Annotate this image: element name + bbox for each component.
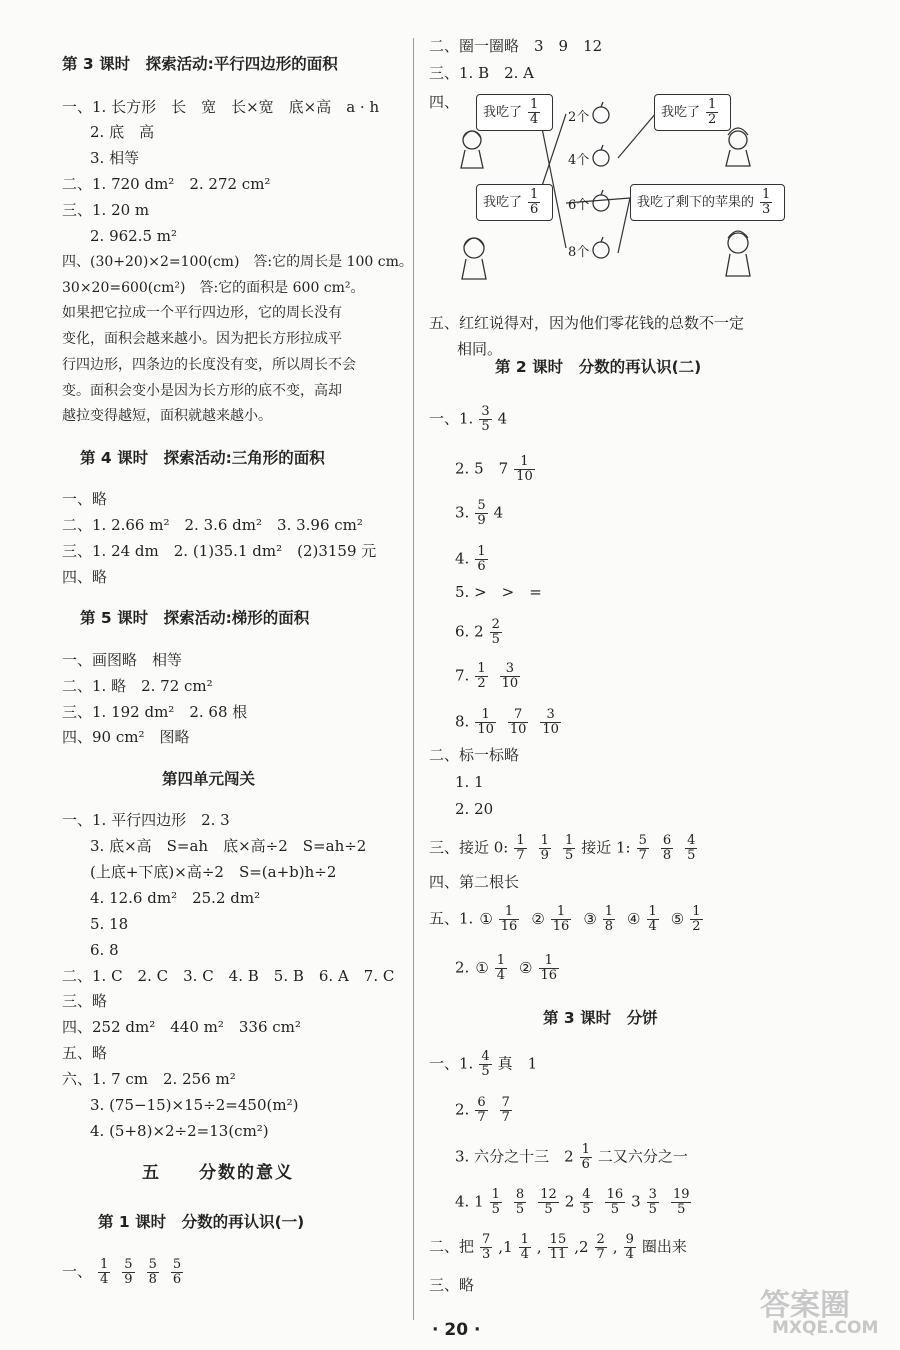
answer-line: 四、 xyxy=(429,93,460,111)
answer-prefix: 三、接近 0: xyxy=(429,838,509,857)
answer-line: 五、红红说得对，因为他们零花钱的总数不一定 xyxy=(429,314,745,332)
fraction-group xyxy=(508,833,581,863)
speech-bubble xyxy=(476,184,553,221)
numerator: 4 xyxy=(687,833,696,848)
fraction xyxy=(500,1096,512,1125)
fraction-group xyxy=(474,1232,642,1262)
answer-line: 30×20=600(cm²) 答:它的面积是 600 cm²。 xyxy=(62,280,365,296)
item-marker: ① xyxy=(475,958,489,977)
denominator: 10 xyxy=(509,722,527,737)
denominator: 5 xyxy=(481,1064,490,1079)
answer-line xyxy=(455,499,503,528)
numerator: 7 xyxy=(501,1095,510,1110)
fraction xyxy=(637,834,649,863)
fraction xyxy=(671,1188,692,1217)
speech-bubble xyxy=(476,94,553,131)
answer-line: 二、标一标略 xyxy=(429,746,520,764)
fraction-group xyxy=(469,661,526,691)
numerator: 1 xyxy=(539,954,560,969)
denominator: 5 xyxy=(610,1202,619,1217)
fraction-group xyxy=(469,953,565,983)
answer-text: 3 xyxy=(631,1192,641,1211)
lesson-heading: 第 3 课时 分饼 xyxy=(543,1009,658,1027)
denominator: 7 xyxy=(638,848,647,863)
answer-prefix: 一、 xyxy=(62,1262,93,1281)
denominator: 16 xyxy=(500,919,518,934)
connector-line xyxy=(538,108,656,253)
denominator: 8 xyxy=(148,1272,157,1287)
denominator: 5 xyxy=(564,848,574,863)
numerator: 3 xyxy=(648,1187,657,1202)
answer-line xyxy=(455,1188,697,1217)
denominator: 5 xyxy=(648,1202,657,1217)
answer-line xyxy=(455,662,526,691)
answer-prefix: 2. xyxy=(455,1100,470,1119)
answer-line: 四、252 dm² 440 m² 336 cm² xyxy=(62,1018,301,1036)
fraction xyxy=(603,905,615,934)
answer-prefix: 2. xyxy=(455,958,470,977)
fraction xyxy=(475,708,496,737)
fraction xyxy=(475,545,487,574)
girl-figure-icon xyxy=(461,131,483,168)
fraction-group xyxy=(92,1257,189,1287)
numerator: 1 xyxy=(708,97,717,112)
answer-line: 1. 1 xyxy=(455,773,484,791)
lesson-heading: 第 4 课时 探索活动:三角形的面积 xyxy=(80,449,325,467)
denominator: 9 xyxy=(477,513,486,528)
denominator: 3 xyxy=(762,202,771,217)
fraction xyxy=(539,954,560,983)
fraction xyxy=(122,1258,134,1287)
fraction-group xyxy=(473,904,708,934)
denominator: 2 xyxy=(692,919,701,934)
answer-text: 2 xyxy=(564,1192,575,1211)
bubble-text: 我吃了 xyxy=(483,195,523,210)
fraction xyxy=(475,499,487,528)
answer-text: 3. 六分之十三 2 xyxy=(455,1147,574,1166)
answer-line: 三、1. 20 m xyxy=(62,201,150,219)
fraction xyxy=(514,1188,526,1217)
numerator: 1 xyxy=(692,904,701,919)
fraction xyxy=(514,455,535,484)
numerator: 3 xyxy=(500,662,521,677)
fraction xyxy=(171,1258,183,1287)
fraction xyxy=(580,1143,592,1172)
denominator: 16 xyxy=(540,968,558,983)
answer-line: 变化，面积会越来越小。因为把长方形拉成平 xyxy=(62,331,342,347)
fraction xyxy=(475,1096,487,1125)
answer-line: 行四边形，四条边的长度没有变，所以周长不会 xyxy=(62,357,356,373)
fraction xyxy=(490,1188,502,1217)
fraction xyxy=(475,662,487,691)
denominator: 5 xyxy=(515,1202,525,1217)
numerator: 16 xyxy=(606,1187,624,1202)
denominator: 10 xyxy=(501,676,519,691)
speech-bubble xyxy=(654,94,731,131)
numerator: 7 xyxy=(508,708,529,723)
fraction xyxy=(540,708,561,737)
numerator: 5 xyxy=(638,833,647,848)
denominator: 5 xyxy=(491,632,500,647)
answer-text: , xyxy=(612,1237,618,1256)
denominator: 7 xyxy=(516,848,525,863)
denominator: 10 xyxy=(477,722,494,737)
denominator: 8 xyxy=(604,919,614,934)
item-marker: ③ xyxy=(583,909,597,928)
answer-line: 相同。 xyxy=(457,340,503,358)
fraction xyxy=(605,1188,626,1217)
numerator: 6 xyxy=(662,833,672,848)
page-number: · 20 · xyxy=(432,1320,481,1340)
unit-heading: 第四单元闯关 xyxy=(162,770,256,788)
answer-line xyxy=(455,545,494,574)
fraction xyxy=(98,1258,110,1287)
speech-bubble xyxy=(630,184,785,221)
answer-line: 一、1. 长方形 长 宽 长×宽 底×高 a · h xyxy=(62,98,380,116)
chapter-title: 五 分数的意义 xyxy=(142,1163,294,1183)
fraction xyxy=(495,954,507,983)
answer-line: 四、(30+20)×2=100(cm) 答:它的周长是 100 cm。 xyxy=(62,254,413,270)
answer-line xyxy=(429,1050,537,1079)
answer-line: 4. (5+8)×2÷2=13(cm²) xyxy=(90,1122,269,1140)
answer-prefix: 3. xyxy=(455,503,470,522)
answer-line: 六、1. 7 cm 2. 256 m² xyxy=(62,1070,236,1088)
numerator: 15 xyxy=(549,1232,567,1247)
answer-text: 2. 5 7 xyxy=(455,459,509,478)
numerator: 1 xyxy=(564,833,574,848)
denominator: 4 xyxy=(100,1272,109,1287)
answer-line: 一、1. 平行四边形 2. 3 xyxy=(62,811,230,829)
fraction xyxy=(760,188,772,217)
fraction xyxy=(479,405,491,434)
denominator: 6 xyxy=(581,1157,590,1172)
matching-illustration xyxy=(458,88,771,288)
fraction xyxy=(685,834,697,863)
numerator: 5 xyxy=(172,1257,182,1272)
answer-line: 2. 962.5 m² xyxy=(90,227,178,245)
lesson-heading: 第 3 课时 探索活动:平行四边形的面积 xyxy=(62,55,338,73)
answer-prefix: 五、1. xyxy=(429,909,474,928)
numerator: 1 xyxy=(581,1142,590,1157)
bubble-text: 我吃了剩下的苹果的 xyxy=(637,195,755,210)
item-marker: ④ xyxy=(627,909,641,928)
girl-figure-icon xyxy=(462,238,486,279)
answer-text: 圈出来 xyxy=(641,1237,687,1256)
numerator: 1 xyxy=(499,905,520,920)
bubble-text: 我吃了 xyxy=(661,105,701,120)
denominator: 3 xyxy=(482,1247,491,1262)
numerator: 1 xyxy=(530,187,539,202)
fraction xyxy=(480,1233,492,1262)
fraction-group xyxy=(469,1095,518,1125)
numerator: 7 xyxy=(482,1232,491,1247)
denominator: 4 xyxy=(496,968,506,983)
watermark-logo: 答案圈 xyxy=(760,1288,850,1323)
fraction-group xyxy=(631,833,704,863)
answer-prefix: 7. xyxy=(455,666,470,685)
answer-line: 一、略 xyxy=(62,490,108,508)
denominator: 6 xyxy=(477,559,486,574)
denominator: 5 xyxy=(687,848,696,863)
denominator: 8 xyxy=(662,848,672,863)
numerator: 1 xyxy=(604,904,614,919)
answer-line: 4. 12.6 dm² 25.2 dm² xyxy=(90,889,261,907)
numerator: 1 xyxy=(514,455,535,470)
answer-line: 三、1. B 2. A xyxy=(429,64,535,82)
denominator: 16 xyxy=(552,919,570,934)
numerator: 12 xyxy=(540,1187,557,1202)
answer-line: 2. 20 xyxy=(455,800,494,818)
denominator: 5 xyxy=(491,1202,500,1217)
fraction xyxy=(690,905,702,934)
numerator: 1 xyxy=(477,544,486,559)
fraction-group xyxy=(469,707,567,737)
answer-line: 越拉变得越短，面积就越来越小。 xyxy=(62,408,272,424)
bubble-text: 我吃了 xyxy=(483,105,523,120)
fraction xyxy=(499,905,520,934)
fraction xyxy=(528,98,540,127)
denominator: 5 xyxy=(544,1202,553,1217)
boy-figure-icon xyxy=(726,231,750,276)
denominator: 5 xyxy=(481,419,490,434)
answer-line xyxy=(429,834,703,863)
answer-line: 二、1. 2.66 m² 2. 3.6 dm² 3. 3.96 cm² xyxy=(62,516,363,534)
answer-line: 四、90 cm² 图略 xyxy=(62,728,190,746)
answer-line xyxy=(429,905,709,934)
fraction xyxy=(508,708,529,737)
denominator: 7 xyxy=(477,1110,486,1125)
lesson-heading: 第 1 课时 分数的再认识(一) xyxy=(98,1213,305,1231)
denominator: 7 xyxy=(596,1247,605,1262)
answer-line: 三、1. 24 dm 2. (1)35.1 dm² (2)3159 元 xyxy=(62,542,377,560)
denominator: 10 xyxy=(542,722,559,737)
answer-prefix: 一、1. xyxy=(429,1054,474,1073)
fraction xyxy=(514,834,526,863)
numerator: 5 xyxy=(477,498,486,513)
answer-line: 变。面积会变小是因为长方形的底不变，高却 xyxy=(62,383,342,399)
numerator: 1 xyxy=(475,708,496,723)
numerator: 2 xyxy=(596,1232,605,1247)
apple-count: 2个 xyxy=(568,110,590,125)
fraction xyxy=(551,905,572,934)
denominator: 11 xyxy=(549,1247,567,1262)
watermark-url: MXQE.COM xyxy=(772,1318,879,1338)
item-marker: ② xyxy=(519,958,533,977)
answer-text: 4 xyxy=(493,503,504,522)
denominator: 10 xyxy=(516,469,533,484)
answer-line: 3. 底×高 S=ah 底×高÷2 S=ah÷2 xyxy=(90,837,367,855)
denominator: 4 xyxy=(648,919,657,934)
fraction xyxy=(647,905,659,934)
numerator: 4 xyxy=(481,1049,490,1064)
answer-line xyxy=(455,455,541,484)
answer-line: (上底+下底)×高÷2 S=(a+b)h÷2 xyxy=(90,863,337,881)
answer-line: 5. 18 xyxy=(90,915,129,933)
numerator: 1 xyxy=(496,953,506,968)
answer-prefix: 一、1. xyxy=(429,409,474,428)
fraction xyxy=(538,1188,559,1217)
answer-line: 二、1. 720 dm² 2. 272 cm² xyxy=(62,175,271,193)
numerator: 1 xyxy=(491,1187,500,1202)
numerator: 5 xyxy=(124,1257,133,1272)
answer-line: 二、1. C 2. C 3. C 4. B 5. B 6. A 7. C xyxy=(62,967,395,985)
answer-text: 接近 1: xyxy=(581,838,631,857)
answer-text: 二又六分之一 xyxy=(597,1147,688,1166)
fraction xyxy=(595,1233,607,1262)
column-divider xyxy=(413,38,414,1320)
numerator: 1 xyxy=(477,661,486,676)
answer-line: 三、略 xyxy=(62,992,108,1010)
answer-line: 3. 相等 xyxy=(90,149,140,167)
answer-line xyxy=(455,708,567,737)
answer-line: 二、1. 略 2. 72 cm² xyxy=(62,677,213,695)
fraction xyxy=(500,662,521,691)
answer-line: 四、略 xyxy=(62,568,108,586)
numerator: 1 xyxy=(100,1257,109,1272)
item-marker: ② xyxy=(531,909,545,928)
denominator: 2 xyxy=(708,112,717,127)
answer-text: ,1 xyxy=(498,1237,513,1256)
answer-line: 一、画图略 相等 xyxy=(62,651,183,669)
answer-text: 真 1 xyxy=(497,1054,538,1073)
answer-line: 三、1. 192 dm² 2. 68 根 xyxy=(62,703,248,721)
answer-text: ,2 xyxy=(574,1237,589,1256)
fraction xyxy=(624,1233,636,1262)
apple-count: 8个 xyxy=(568,245,590,260)
fraction xyxy=(479,1050,491,1079)
boy-figure-icon xyxy=(726,128,750,166)
fraction xyxy=(490,618,502,647)
fraction xyxy=(647,1188,659,1217)
answer-line: 3. (75−15)×15÷2=450(m²) xyxy=(90,1096,299,1114)
fraction xyxy=(580,1188,592,1217)
numerator: 3 xyxy=(540,708,561,723)
denominator: 4 xyxy=(520,1247,529,1262)
numerator: 1 xyxy=(648,904,657,919)
answer-line: 2. 底 高 xyxy=(90,123,155,141)
numerator: 3 xyxy=(481,404,490,419)
apple-count: 6个 xyxy=(568,198,590,213)
fraction xyxy=(528,188,540,217)
denominator: 4 xyxy=(625,1247,634,1262)
numerator: 5 xyxy=(148,1257,157,1272)
answer-text: 6. 2 xyxy=(455,622,484,641)
fraction xyxy=(539,834,551,863)
answer-line xyxy=(62,1258,189,1287)
fraction xyxy=(548,1233,569,1262)
denominator: 6 xyxy=(172,1272,182,1287)
answer-line: 二、圈一圈略 3 9 12 xyxy=(429,37,603,55)
numerator: 19 xyxy=(672,1187,690,1202)
answer-line: 6. 8 xyxy=(90,941,119,959)
answer-line: 五、略 xyxy=(62,1044,108,1062)
lesson-heading: 第 2 课时 分数的再认识(二) xyxy=(495,358,702,376)
fraction xyxy=(519,1233,531,1262)
fraction xyxy=(563,834,575,863)
numerator: 8 xyxy=(515,1187,525,1202)
numerator: 1 xyxy=(520,1232,529,1247)
answer-text: , xyxy=(536,1237,542,1256)
answer-line: 如果把它拉成一个平行四边形，它的周长没有 xyxy=(62,305,342,321)
answer-line: 三、略 xyxy=(429,1276,475,1294)
answer-line: 5. > > = xyxy=(455,583,542,601)
answer-line: 四、第二根长 xyxy=(429,873,520,891)
fraction-group xyxy=(508,1187,565,1217)
numerator: 1 xyxy=(762,187,771,202)
numerator: 2 xyxy=(491,617,500,632)
fraction xyxy=(661,834,673,863)
item-marker: ⑤ xyxy=(670,909,685,928)
answer-prefix: 4. xyxy=(455,549,470,568)
numerator: 4 xyxy=(582,1187,591,1202)
lesson-heading: 第 5 课时 探索活动:梯形的面积 xyxy=(80,609,310,627)
apple-icon xyxy=(593,102,609,258)
answer-line xyxy=(455,1143,688,1172)
denominator: 5 xyxy=(582,1202,591,1217)
item-marker: ① xyxy=(479,909,493,928)
denominator: 7 xyxy=(501,1110,510,1125)
numerator: 1 xyxy=(540,833,549,848)
apple-count: 4个 xyxy=(568,153,590,168)
denominator: 5 xyxy=(677,1202,686,1217)
denominator: 4 xyxy=(530,112,539,127)
numerator: 1 xyxy=(516,833,525,848)
fraction xyxy=(706,98,718,127)
denominator: 6 xyxy=(530,202,539,217)
answer-text: 4. 1 xyxy=(455,1192,484,1211)
answer-prefix: 8. xyxy=(455,712,470,731)
answer-line xyxy=(455,954,565,983)
answer-line xyxy=(429,1233,687,1262)
answer-line xyxy=(429,405,507,434)
answer-line xyxy=(455,618,508,647)
numerator: 1 xyxy=(530,97,539,112)
answer-text: 4 xyxy=(497,409,508,428)
denominator: 9 xyxy=(540,848,549,863)
denominator: 2 xyxy=(477,676,486,691)
numerator: 6 xyxy=(477,1095,486,1110)
fraction xyxy=(147,1258,159,1287)
answer-line xyxy=(455,1096,518,1125)
denominator: 9 xyxy=(124,1272,133,1287)
numerator: 1 xyxy=(551,905,572,920)
numerator: 9 xyxy=(625,1232,634,1247)
answer-prefix: 二、把 xyxy=(429,1237,475,1256)
